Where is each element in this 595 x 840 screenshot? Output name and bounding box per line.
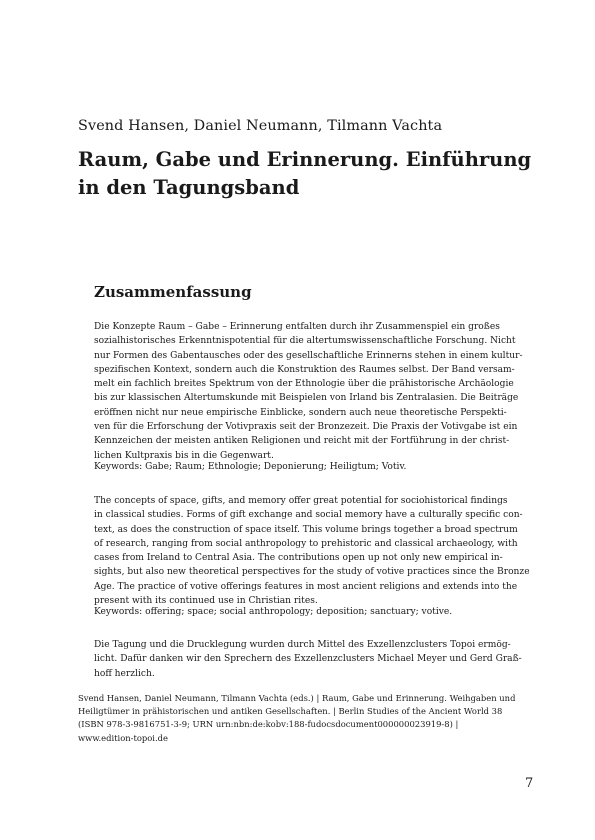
section-heading-summary: Zusammenfassung xyxy=(94,283,252,301)
acknowledgement xyxy=(94,638,522,681)
citation-footer xyxy=(78,692,528,745)
english-abstract xyxy=(94,494,530,608)
abstract-line: The concepts of space, gifts, and memory offer great potential for sociohistorical findings xyxy=(94,496,508,506)
abstract-line: Kennzeichen der meisten antiken Religionen und reicht mit der Fortführung in der christ- xyxy=(94,436,510,447)
acknowledgement-line: Die Tagung und die Drucklegung wurden durch Mittel des Exzellenzclusters Topoi ermög- xyxy=(94,640,511,650)
abstract-line: of research, ranging from social anthropology to prehistoric and classical archaeology, with xyxy=(94,538,518,549)
abstract-line: sights, but also new theoretical perspectives for the study of votive practices since the Bronze xyxy=(94,567,530,578)
abstract-line: Age. The practice of votive offerings features in most ancient religions and extends into the xyxy=(94,581,518,592)
abstract-line: bis zur klassischen Altertumskunde mit Beispielen von Irland bis Zentralasien. Die Beiträge xyxy=(94,393,519,404)
abstract-line: melt ein fachlich breites Spektrum von der Ethnologie über die prähistorische Archäologie xyxy=(94,379,514,390)
german-keywords: Keywords: Gabe; Raum; Ethnologie; Deponierung; Heiligtum; Votiv. xyxy=(94,462,407,472)
abstract-line: in classical studies. Forms of gift exchange and social memory have a culturally specific con- xyxy=(94,510,523,521)
english-keywords: Keywords: offering; space; social anthropology; deposition; sanctuary; votive. xyxy=(94,607,453,617)
acknowledgement-line: hoff herzlich. xyxy=(94,668,155,679)
citation-line: Heiligtümer in prähistorischen und antiken Gesellschaften. | Berlin Studies of the Ancient World 38 xyxy=(78,706,503,717)
abstract-line: spezifischen Kontext, sondern auch die Konstruktion des Raumes selbst. Der Band versam- xyxy=(94,364,515,375)
citation-line: (ISBN 978-3-9816751-3-9; URN urn:nbn:de:kobv:188-fudocsdocument000000023919-8) | xyxy=(78,719,459,730)
page-number: 7 xyxy=(525,776,534,791)
authors: Svend Hansen, Daniel Neumann, Tilmann Vachta xyxy=(78,118,443,134)
german-abstract xyxy=(94,320,523,463)
abstract-line: eröffnen nicht nur neue empirische Einblicke, sondern auch neue theoretische Perspekti- xyxy=(94,407,507,418)
abstract-line: present with its continued use in Christian rites. xyxy=(94,596,318,607)
abstract-line: text, as does the construction of space itself. This volume brings together a broad spectrum xyxy=(94,524,518,535)
citation-link[interactable]: www.edition-topoi.de xyxy=(78,732,168,743)
abstract-line: ven für die Erforschung der Votivpraxis seit der Bronzezeit. Die Praxis der Votivgabe ist ein xyxy=(94,422,518,433)
citation-line: Svend Hansen, Daniel Neumann, Tilmann Vachta (eds.) | Raum, Gabe und Erinnerung. Weihgaben und xyxy=(78,693,516,703)
abstract-line: lichen Kultpraxis bis in die Gegenwart. xyxy=(94,450,274,461)
abstract-line: sozialhistorisches Erkenntnispotential für die altertumswissenschaftliche Forschung. Nicht xyxy=(94,336,516,347)
paper-title: Raum, Gabe und Erinnerung. Einführung in den Tagungsband xyxy=(78,148,532,199)
acknowledgement-line: licht. Dafür danken wir den Sprechern des Exzellenzclusters Michael Meyer und Gerd Graß- xyxy=(94,654,522,665)
abstract-line: nur Formen des Gabentausches oder des gesellschaftliche Erinnerns stehen in einem kultur- xyxy=(94,350,523,361)
abstract-line: cases from Ireland to Central Asia. The contributions open up not only new empirical in- xyxy=(94,553,503,564)
abstract-line: Die Konzepte Raum – Gabe – Erinnerung entfalten durch ihr Zusammenspiel ein großes xyxy=(94,322,500,332)
